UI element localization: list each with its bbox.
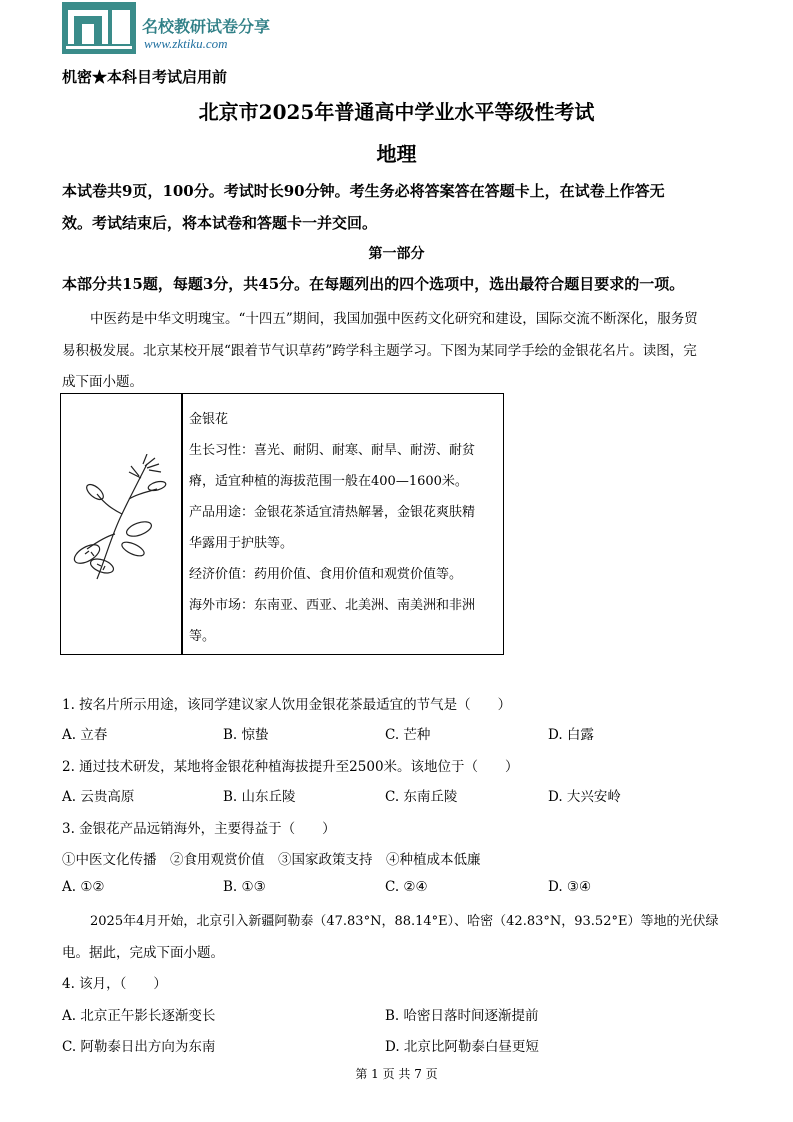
q4-option-c[interactable]: C. 阿勒泰日出方向为东南 [62, 1039, 216, 1055]
honeysuckle-drawing [67, 454, 167, 584]
part-title: 第一部分 [368, 246, 425, 262]
q2-option-c[interactable]: C. 东南丘陵 [385, 789, 458, 805]
q4-option-b[interactable]: B. 哈密日落时间逐渐提前 [385, 1008, 539, 1024]
card-line: 海外市场：东南亚、西亚、北美洲、南美洲和非洲 [189, 598, 476, 613]
q3-items: ①中医文化传播 ②食用观赏价值 ③国家政策支持 ④种植成本低廉 [62, 852, 481, 868]
building-icon [62, 2, 136, 54]
passage2-line-2: 电。据此，完成下面小题。 [62, 945, 224, 961]
card-line: 产品用途：金银花茶适宜清热解暑，金银花爽肤精 [189, 505, 476, 520]
card-line: 经济价值：药用价值、食用价值和观赏价值等。 [189, 567, 463, 582]
card-line: 等。 [189, 629, 216, 644]
q3-option-a[interactable]: A. ①② [62, 879, 105, 895]
q3-stem: 3. 金银花产品远销海外，主要得益于（ ） [62, 821, 336, 837]
card-line: 瘠，适宜种植的海拔范围一般在400—1600米。 [189, 474, 468, 489]
passage1-line-3: 成下面小题。 [62, 374, 143, 390]
instructions-line-2: 效。考试结束后，将本试卷和答题卡一并交回。 [62, 214, 378, 232]
subject-title: 地理 [376, 142, 417, 166]
q1-option-d[interactable]: D. 白露 [548, 727, 594, 743]
logo-emblem [62, 2, 136, 54]
q4-option-a[interactable]: A. 北京正午影长逐渐变长 [62, 1008, 216, 1024]
instructions-line-1: 本试卷共9页，100分。考试时长90分钟。考生务必将答案答在答题卡上，在试卷上作答无 [62, 182, 665, 200]
brand-name: 名校教研试卷分享 [142, 17, 271, 36]
q1-option-a[interactable]: A. 立春 [62, 727, 108, 743]
q4-option-d[interactable]: D. 北京比阿勒泰白昼更短 [385, 1039, 539, 1055]
q1-stem: 1. 按名片所示用途，该同学建议家人饮用金银花茶最适宜的节气是（ ） [62, 697, 512, 713]
q2-option-b[interactable]: B. 山东丘陵 [223, 789, 296, 805]
card-line: 金银花 [189, 412, 229, 427]
passage1-line-2: 易积极发展。北京某校开展“跟着节气识草药”跨学科主题学习。下图为某同学手绘的金银花名片。读图，完 [62, 343, 697, 359]
passage2-line-1: 2025年4月开始，北京引入新疆阿勒泰（47.83°N，88.14°E）、哈密（42.83°N，93.52°E）等地的光伏绿 [90, 914, 719, 929]
q2-option-a[interactable]: A. 云贵高原 [62, 789, 135, 805]
part-description: 本部分共15题，每题3分，共45分。在每题列出的四个选项中，选出最符合题目要求的一项。 [62, 275, 685, 293]
q4-stem: 4. 该月，（ ） [62, 976, 167, 992]
confidential-note: 机密★本科目考试启用前 [62, 68, 228, 86]
honeysuckle-icon [67, 454, 167, 584]
card-divider [181, 394, 183, 654]
q2-stem: 2. 通过技术研发，某地将金银花种植海拔提升至2500米。该地位于（ ） [62, 759, 519, 775]
brand-url[interactable]: www.zktiku.com [144, 36, 228, 51]
honeysuckle-card [60, 393, 504, 655]
passage1-line-1: 中医药是中华文明瑰宝。“十四五”期间，我国加强中医药文化研究和建设，国际交流不断深化，服务贸 [90, 311, 698, 327]
card-line: 生长习性：喜光、耐阴、耐寒、耐旱、耐涝、耐贫 [189, 443, 476, 458]
q3-option-c[interactable]: C. ②④ [385, 879, 428, 895]
exam-title: 北京市2025年普通高中学业水平等级性考试 [198, 100, 595, 124]
q3-option-d[interactable]: D. ③④ [548, 879, 592, 895]
page-number: 第 1 页 共 7 页 [355, 1067, 438, 1081]
q1-option-c[interactable]: C. 芒种 [385, 727, 431, 743]
q3-option-b[interactable]: B. ①③ [223, 879, 266, 895]
q2-option-d[interactable]: D. 大兴安岭 [548, 789, 621, 805]
q1-option-b[interactable]: B. 惊蛰 [223, 727, 269, 743]
card-line: 华露用于护肤等。 [189, 536, 294, 551]
